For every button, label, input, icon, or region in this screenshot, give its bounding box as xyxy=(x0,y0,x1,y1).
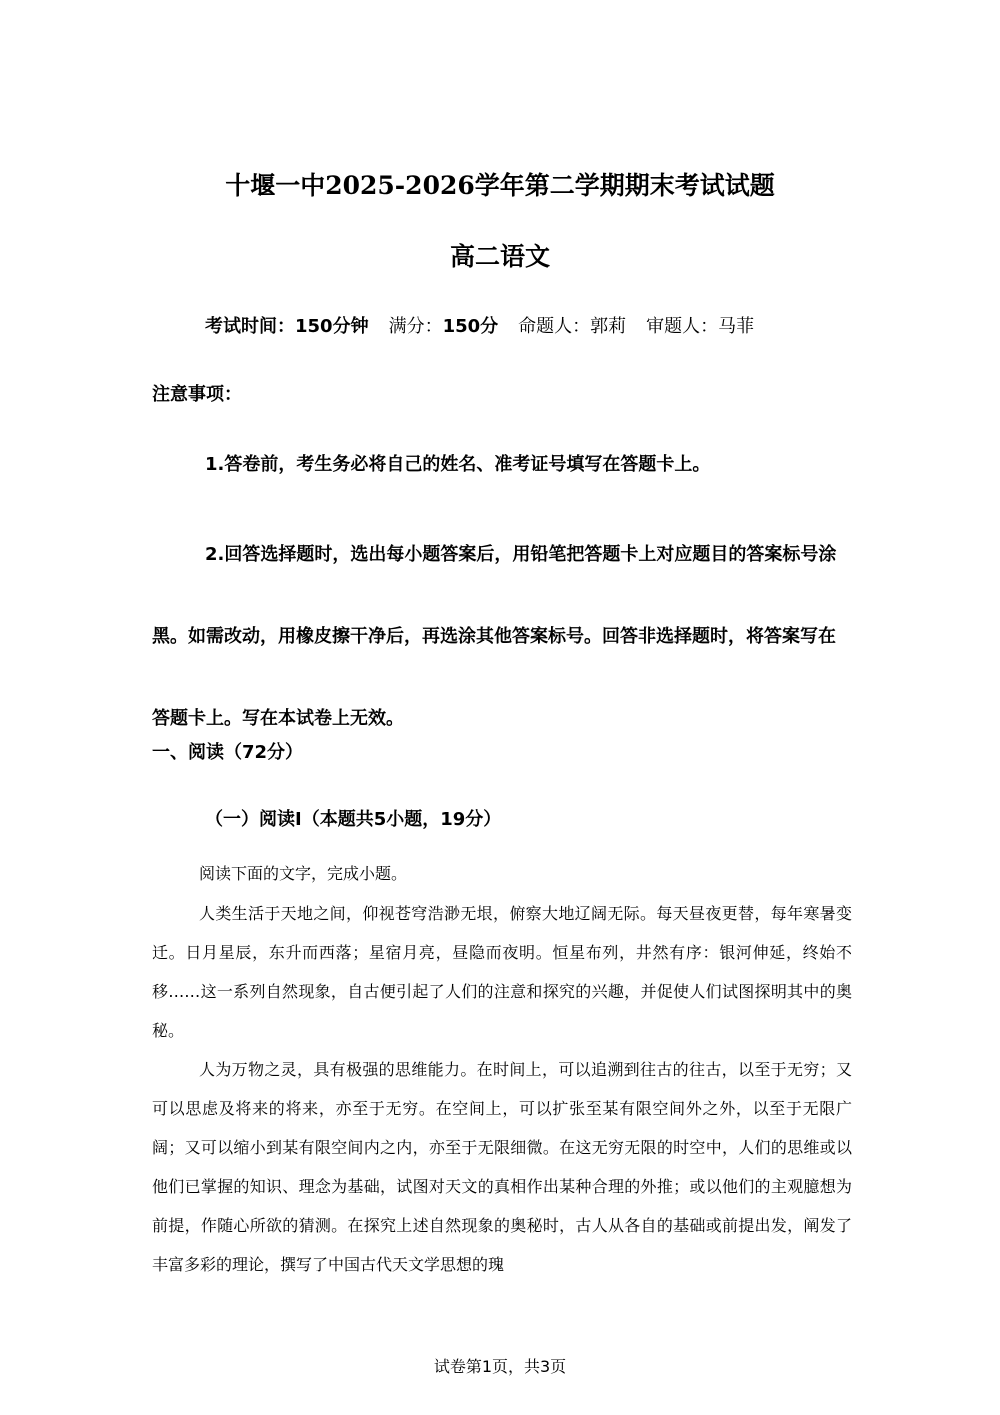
exam-time-value: 150分钟 xyxy=(295,316,369,337)
reviewer-name: 马菲 xyxy=(718,316,755,337)
full-score-value: 150分 xyxy=(442,316,499,337)
subject-title: 高二语文 xyxy=(449,242,550,271)
subsection-heading-reading-1: （一）阅读I（本题共5小题，19分） xyxy=(205,809,502,830)
exam-title: 十堰一中2025-2026学年第二学期期末考试试题 xyxy=(225,171,775,200)
page-footer: 试卷第1页，共3页 xyxy=(433,1357,567,1376)
passage-paragraph-2: 人为万物之灵，具有极强的思维能力。在时间上，可以追溯到往古的往古，以至于无穷；又可以思虑及将来的将来，亦至于无穷。在空间上，可以扩张至某有限空间外之外，以至于无限广阔；又可以缩小到某有限空间内之内，亦至于无限细微。在这无穷无限的时空中，人们的思维或以他们已掌握的知识、理念为基础，试图对天文的真相作出某种合理的外推；或以他们的主观臆想为前提，作随心所欲的猜测。在探究上述自然现象的奥秘时，古人从各自的基础或前提出发，阐发了丰富多彩的理论，撰写了中国古代天文学思想的瑰 xyxy=(152,1060,852,1274)
author-label: 命题人： xyxy=(518,316,591,337)
exam-time-label: 考试时间： xyxy=(205,316,295,337)
full-score-label: 满分： xyxy=(388,316,443,337)
reading-instruction: 阅读下面的文字，完成小题。 xyxy=(199,864,408,883)
notice-item-2: 2.回答选择题时，选出每小题答案后，用铅笔把答题卡上对应题目的答案标号涂黑。如需改动，用橡皮擦干净后，再选涂其他答案标号。回答非选择题时，将答案写在答题卡上。写在本试卷上无效。 xyxy=(152,544,837,729)
reviewer-label: 审题人： xyxy=(646,316,719,337)
passage-paragraph-1: 人类生活于天地之间，仰视苍穹浩渺无垠，俯察大地辽阔无际。每天昼夜更替，每年寒暑变迁。日月星辰，东升而西落；星宿月亮，昼隐而夜明。恒星布列，井然有序：银河伸延，终始不移……这一系列自然现象，自古便引起了人们的注意和探究的兴趣，并促使人们试图探明其中的奥秘。 xyxy=(152,904,852,1040)
notice-heading: 注意事项： xyxy=(152,384,242,405)
notice-item-1: 1.答卷前，考生务必将自己的姓名、准考证号填写在答题卡上。 xyxy=(205,454,711,475)
section-heading-reading: 一、阅读（72分） xyxy=(152,742,304,763)
author-name: 郭莉 xyxy=(590,316,627,337)
exam-info-line xyxy=(205,312,754,342)
